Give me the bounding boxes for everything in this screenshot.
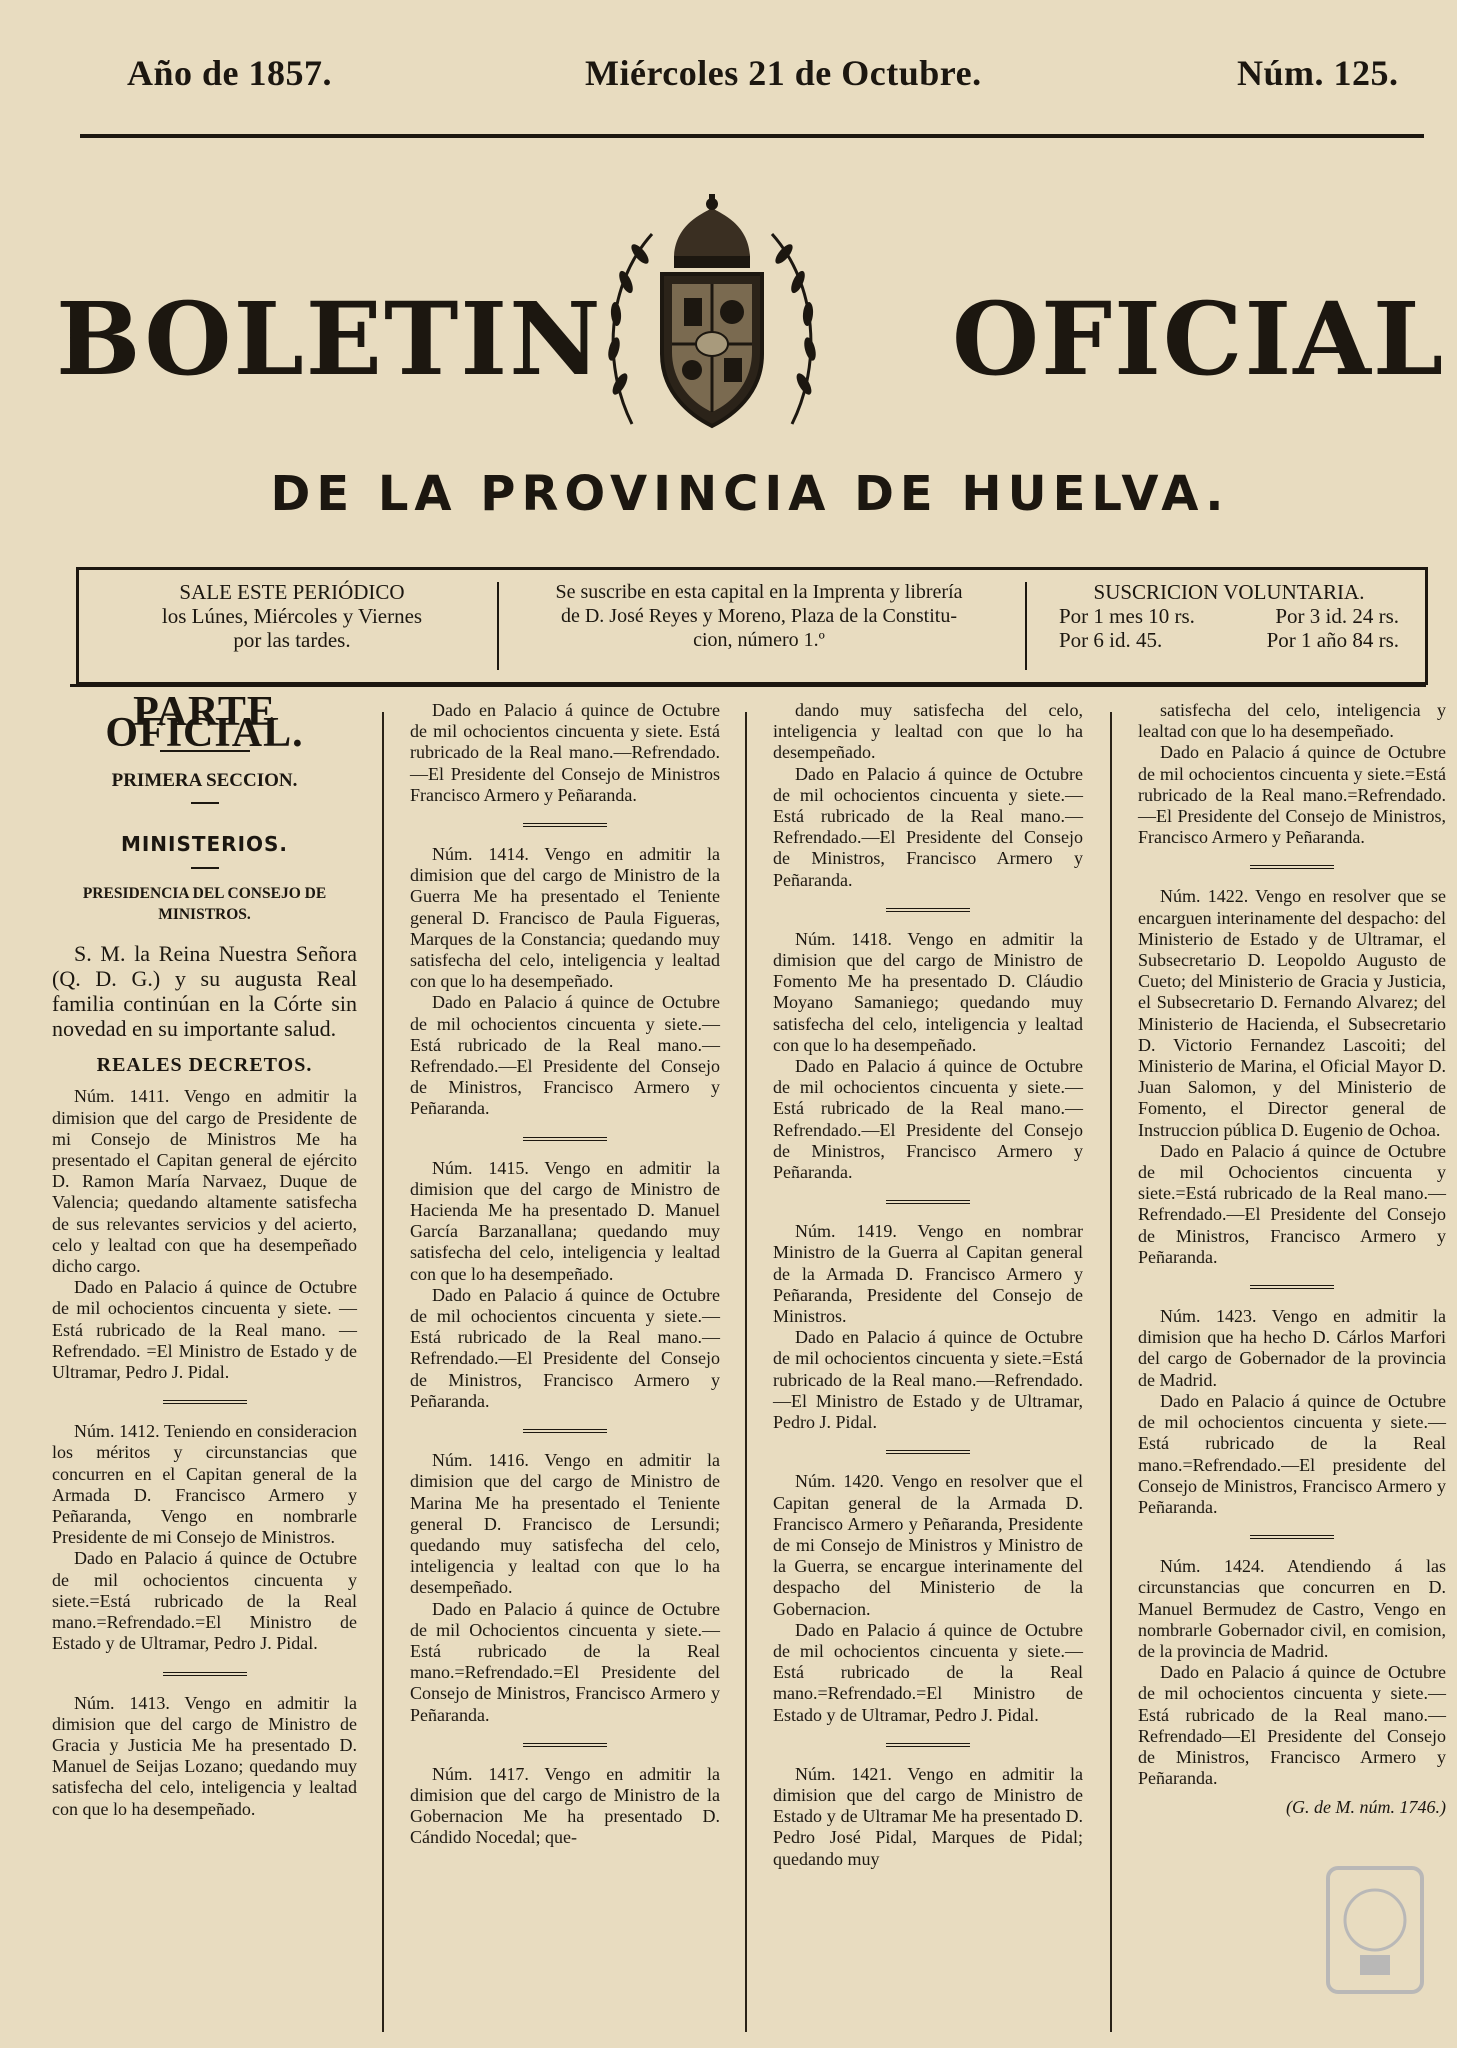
address-line: cion, número 1.º	[693, 629, 825, 651]
column-2	[410, 700, 720, 1849]
library-stamp-icon	[1320, 1860, 1430, 2000]
column-1	[52, 689, 357, 1820]
column-divider	[1110, 712, 1112, 2032]
decree-1424: Núm. 1424. Atendiendo á las circunstancias que concurren en D. Manuel Bermudez de Castro, Vengo en nombrarle Gobernador civil, en comision, de la provincia de Madrid.	[1138, 1556, 1446, 1661]
address-line: de D. José Reyes y Moreno, Plaza de la Constitu-	[560, 605, 958, 627]
box-divider	[497, 582, 499, 670]
section-subheading: PRIMERA SECCION.	[111, 770, 298, 792]
decree-1422-signature: Dado en Palacio á quince de Octubre de mil Ochocientos cincuenta y siete.=Está rubricado de la Real mano.—Refrendado.—El Presidente del Consejo de Ministros, Francisco Armero y Peñaranda.	[1138, 1140, 1446, 1267]
decree-separator	[410, 1120, 720, 1158]
decree-1411-signature: Dado en Palacio á quince de Octubre de mil ochocientos cincuenta y siete. —Está rubricado de la Real mano. —Refrendado. =El Ministro de Estado y de Ultramar, Pedro J. Pidal.	[52, 1277, 357, 1383]
column-4	[1138, 700, 1446, 1819]
decree-1420: Núm. 1420. Vengo en resolver que el Capitan general de la Armada D. Francisco Armero y Peñaranda, Presidente de mi Consejo de Ministros y Ministro de la Guerra, se encargue interinamente del despacho del Ministerio de la Gobernacion.	[773, 1471, 1083, 1619]
decree-1411: Núm. 1411. Vengo en admitir la dimision que del cargo de Presidente de mi Consejo de Ministros Me ha presentado el Capitan general de ejército D. Ramon María Narvaez, Duque de Valencia; quedando altamente satisfecha de sus relevantes servicios y del acierto, celo y lealtad con que ha desempeñado dicho cargo.	[52, 1086, 357, 1277]
decree-1421-continued: satisfecha del celo, inteligencia y lealtad con que lo ha desempeñado.	[1138, 700, 1446, 742]
prices-title: SUSCRICION VOLUNTARIA.	[1093, 580, 1365, 604]
decree-1413: Núm. 1413. Vengo en admitir la dimision que del cargo de Ministro de Gracia y Justicia Me ha presentado D. Manuel de Seijas Lozano; quedando muy satisfecha del celo, inteligencia y lealtad con que lo ha desempeñado.	[52, 1692, 357, 1819]
column-divider	[745, 712, 747, 2032]
price-row	[1039, 628, 1419, 652]
source-citation: (G. de M. núm. 1746.)	[1286, 1797, 1446, 1818]
decree-separator	[1138, 1518, 1446, 1556]
royal-health-notice: S. M. la Reina Nuestra Señora (Q. D. G.) y su augusta Real familia continúan en la Córte sin novedad en su importante salud.	[52, 941, 357, 1042]
price-item: Por 6 id. 45.	[1059, 628, 1163, 652]
masthead-title-right: OFICIAL	[952, 280, 1446, 398]
decree-separator	[773, 1726, 1083, 1764]
decree-1421: Núm. 1421. Vengo en admitir la dimision que del cargo de Ministro de Estado y de Ultramar Me ha presentado D. Pedro José Pidal, Marques de Pidal; quedando muy	[773, 1763, 1083, 1869]
subscription-info-box	[76, 567, 1428, 685]
decree-1423: Núm. 1423. Vengo en admitir la dimision que ha hecho D. Cárlos Marfori del cargo de Gobernador de la provincia de Madrid.	[1138, 1306, 1446, 1390]
royal-crest-icon	[592, 194, 832, 444]
presidencia-heading: PRESIDENCIA DEL CONSEJO DE MINISTROS.	[82, 884, 327, 924]
address-line: Se suscribe en esta capital en la Imprenta y librería	[555, 581, 963, 603]
reales-decretos-heading: REALES DECRETOS.	[96, 1054, 313, 1077]
decree-separator	[410, 806, 720, 844]
decree-separator	[52, 1383, 357, 1421]
decree-separator	[773, 1183, 1083, 1221]
decree-1418: Núm. 1418. Vengo en admitir la dimision que del cargo de Ministro de Fomento Me ha presentado D. Cláudio Moyano Samaniego; quedando muy satisfecha del celo, inteligencia y lealtad con que lo ha desempeñado.	[773, 928, 1083, 1055]
header-rule	[80, 134, 1424, 138]
masthead-title-left: BOLETIN	[56, 280, 603, 398]
decree-separator	[52, 1655, 357, 1693]
decree-1421-signature: Dado en Palacio á quince de Octubre de mil ochocientos cincuenta y siete.=Está rubricado de la Real mano.=Refrendado.—El Presidente del Consejo de Ministros, Francisco Armero y Peñaranda.	[1138, 742, 1446, 848]
issue-year: Año de 1857.	[127, 53, 333, 93]
schedule-line: los Lúnes, Miércoles y Viernes	[161, 604, 423, 628]
schedule-line: SALE ESTE PERIÓDICO	[179, 580, 405, 604]
decree-1415-signature: Dado en Palacio á quince de Octubre de mil ochocientos cincuenta y siete.—Está rubricado de la Real mano.—Refrendado.—El Presidente del Consejo de Ministros, Francisco Armero y Peñaranda.	[410, 1284, 720, 1411]
decree-1415: Núm. 1415. Vengo en admitir la dimision que del cargo de Ministro de Hacienda Me ha presentado D. Manuel García Barzanallana; quedando muy satisfecha del celo, inteligencia y lealtad con que lo ha desempeñado.	[410, 1157, 720, 1284]
decree-separator	[1138, 1268, 1446, 1306]
decree-separator	[410, 1726, 720, 1764]
decree-1422: Núm. 1422. Vengo en resolver que se encarguen interinamente del despacho: del Ministerio de Estado y de Ultramar, el Subsecretario D. Leopoldo Augusto de Cueto; del Ministerio de Gracia y Justicia, el Subsecretario D. Fernando Alvarez; del Ministerio de Hacienda, el Subsecretario D. Victorio Fernandez Lascoiti; del Ministerio de Marina, el Oficial Mayor D. Juan Salomon, y del Ministerio de Fomento, el Director general de Instruccion pública D. Eugenio de Ochoa.	[1138, 886, 1446, 1140]
decree-1413-signature: Dado en Palacio á quince de Octubre de mil ochocientos cincuenta y siete. Está rubricado de la Real mano.—Refrendado.—El Presidente del Consejo de Ministros Francisco Armero y Peñaranda.	[410, 700, 720, 805]
issue-date: Miércoles 21 de Octubre.	[585, 53, 982, 93]
section-heading-parte-oficial: PARTE OFICIAL.	[105, 689, 304, 757]
decree-1423-signature: Dado en Palacio á quince de Octubre de mil ochocientos cincuenta y siete.—Está rubricado de la Real mano.=Refrendado.—El presidente del Consejo de Ministros, Francisco Armero y Peñaranda.	[1138, 1390, 1446, 1517]
decree-1424-signature: Dado en Palacio á quince de Octubre de mil ochocientos cincuenta y siete.—Está rubricado de la Real mano.—Refrendado—El Presidente del Consejo de Ministros, Francisco Armero y Peñaranda.	[1138, 1662, 1446, 1789]
price-row	[1039, 604, 1419, 628]
decree-1412: Núm. 1412. Teniendo en consideracion los méritos y circunstancias que concurren en el Capitan general de la Armada D. Francisco Armero y Peñaranda, Vengo en nombrarle Presidente de mi Consejo de Ministros.	[52, 1421, 357, 1548]
decree-1416-signature: Dado en Palacio á quince de Octubre de mil Ochocientos cincuenta y siete.—Está rubricado de la Real mano.=Refrendado.=El Presidente del Consejo de Ministros, Francisco Armero y Peñaranda.	[410, 1598, 720, 1725]
publication-schedule	[127, 580, 457, 652]
ornament-rule	[191, 867, 219, 869]
decree-separator	[773, 1433, 1083, 1471]
subscription-address	[509, 580, 1009, 652]
decree-separator	[773, 891, 1083, 929]
subscription-prices	[1039, 580, 1419, 652]
decree-1414-signature: Dado en Palacio á quince de Octubre de mil ochocientos cincuenta y siete.—Está rubricado de la Real mano.—Refrendado.—El Presidente del Consejo de Ministros, Francisco Armero y Peñaranda.	[410, 992, 720, 1119]
price-item: Por 1 mes 10 rs.	[1059, 604, 1195, 628]
decree-1418-signature: Dado en Palacio á quince de Octubre de mil ochocientos cincuenta y siete.—Está rubricado de la Real mano.—Refrendado.—El Presidente del Consejo de Ministros, Francisco Armero y Peñaranda.	[773, 1056, 1083, 1183]
column-3	[773, 700, 1083, 1870]
ministerios-heading: MINISTERIOS.	[120, 831, 289, 856]
issue-number: Núm. 125.	[1237, 53, 1399, 93]
decree-separator	[1138, 848, 1446, 886]
decree-1419-signature: Dado en Palacio á quince de Octubre de mil ochocientos cincuenta y siete.=Está rubricado de la Real mano.—Refrendado.—El Ministro de Estado y de Ultramar, Pedro J. Pidal.	[773, 1327, 1083, 1433]
box-rule	[70, 684, 1426, 687]
box-divider	[1025, 582, 1027, 670]
schedule-line: por las tardes.	[233, 628, 351, 652]
decree-separator	[410, 1412, 720, 1450]
decree-1417-signature: Dado en Palacio á quince de Octubre de mil ochocientos cincuenta y siete.—Está rubricado de la Real mano.—Refrendado.—El Presidente del Consejo de Ministros, Francisco Armero y Peñaranda.	[773, 763, 1083, 890]
decree-1414: Núm. 1414. Vengo en admitir la dimision que del cargo de Ministro de la Guerra Me ha presentado el Teniente general D. Francisco de Paula Figueras, Marques de la Constancia; quedando muy satisfecha del celo, inteligencia y lealtad con que lo ha desempeñado.	[410, 844, 720, 992]
price-item: Por 3 id. 24 rs.	[1275, 604, 1399, 628]
column-divider	[382, 712, 384, 2032]
decree-1420-signature: Dado en Palacio á quince de Octubre de mil ochocientos cincuenta y siete.—Está rubricado de la Real mano.=Refrendado.=El Ministro de Estado y de Ultramar, Pedro J. Pidal.	[773, 1619, 1083, 1725]
decree-1417: Núm. 1417. Vengo en admitir la dimision que del cargo de Ministro de la Gobernacion Me ha presentado D. Cándido Nocedal; que-	[410, 1763, 720, 1848]
masthead-subtitle: DE LA PROVINCIA DE HUELVA.	[270, 466, 1230, 522]
decree-1412-signature: Dado en Palacio á quince de Octubre de mil ochocientos cincuenta y siete.=Está rubricado de la Real mano.=Refrendado.=El Ministro de Estado y de Ultramar, Pedro J. Pidal.	[52, 1548, 357, 1654]
price-item: Por 1 año 84 rs.	[1266, 628, 1399, 652]
ornament-rule	[191, 802, 219, 804]
decree-1419: Núm. 1419. Vengo en nombrar Ministro de la Guerra al Capitan general de la Armada D. Francisco Armero y Peñaranda, Presidente del Consejo de Ministros.	[773, 1221, 1083, 1327]
decree-1417-continued: dando muy satisfecha del celo, inteligencia y lealtad con que lo ha desempeñado.	[773, 700, 1083, 763]
decree-1416: Núm. 1416. Vengo en admitir la dimision que del cargo de Ministro de Marina Me ha presentado el Teniente general D. Francisco de Lersundi; quedando muy satisfecha del celo, inteligencia y lealtad con que lo ha desempeñado.	[410, 1450, 720, 1598]
